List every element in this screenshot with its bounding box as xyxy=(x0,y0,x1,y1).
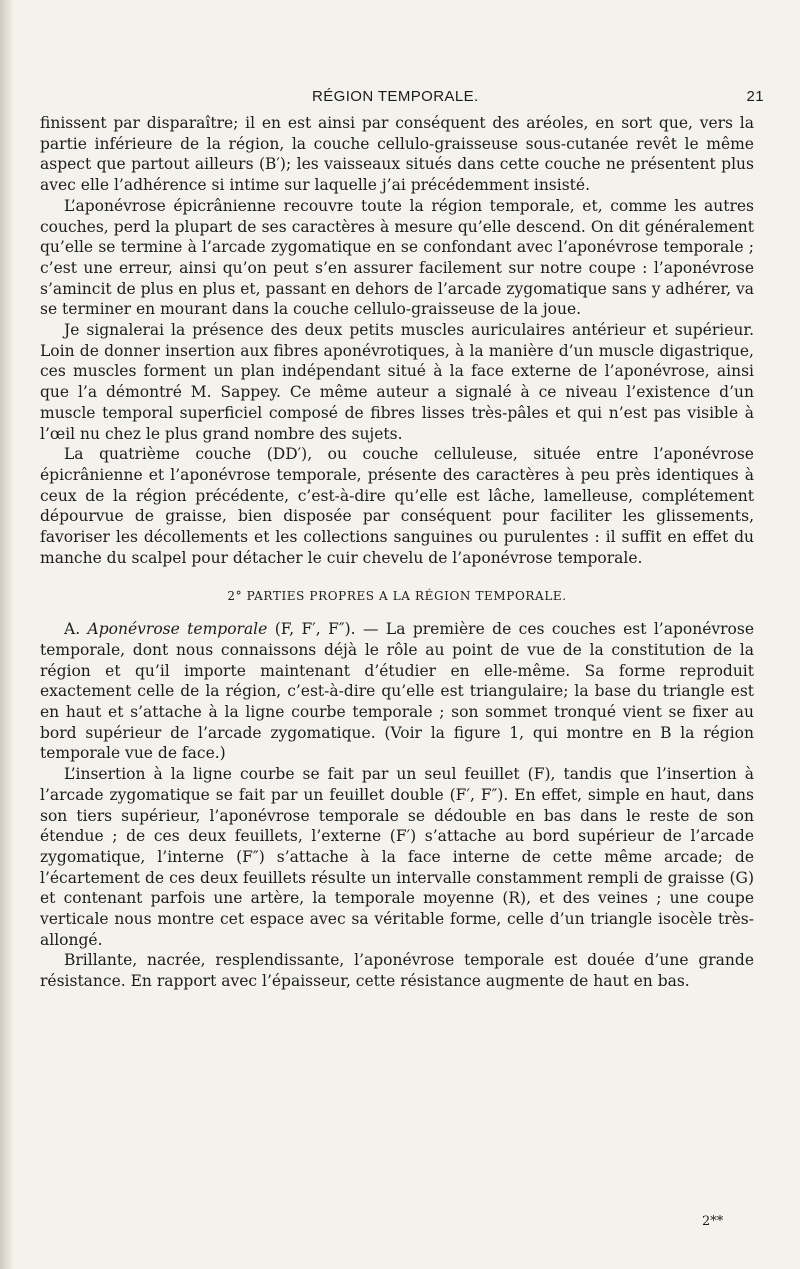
paragraph-4: La quatrième couche (DD′), ou couche celluleuse, située entre l’aponévrose épicrânienne et l’aponévrose temporale, présente des caractères à peu près identiques à ceux de la région précédente, c’est-à-dire qu’elle est lâche, lamelleuse, complétement dépourvue de graisse, bien disposée par conséquent pour faciliter les glissements, favoriser les décollements et les collections sanguines ou purulentes : il suffit en effet du manche du scalpel pour détacher le cuir chevelu de l’aponévrose temporale. xyxy=(40,445,754,567)
body-text xyxy=(40,113,754,992)
section-title: 2° PARTIES PROPRES A LA RÉGION TEMPORALE. xyxy=(227,589,567,604)
paragraph-3: Je signalerai la présence des deux petits muscles auriculaires antérieur et supérieur. Loin de donner insertion aux fibres aponévrotiques, à la manière d’un muscle digastrique, ces muscles forment un plan indépendant situé à la face externe de l’aponévrose, ainsi que l’a démontré M. Sappey. Ce même auteur a signalé à ce niveau l’existence d’un muscle temporal superficiel composé de fibres lisses très-pâles et qui n’est pas visible à l’œil nu chez le plus grand nombre des sujets. xyxy=(40,321,754,443)
paragraph-5-text: (F, F′, F″). — La première de ces couches est l’aponévrose temporale, dont nous connaissons déjà le rôle au point de vue de la constitution de la région et qu’il importe maintenant d’étudier en elle-même. Sa forme reproduit exactement celle de la région, c’est-à-dire qu’elle est triangulaire; la base du triangle est en haut et s’attache à la ligne courbe temporale ; son sommet tronqué vient se fixer au bord supérieur de l’arcade zygomatique. (Voir la figure 1, qui montre en B la région temporale vue de face.) xyxy=(40,620,755,763)
paragraph-6: L’insertion à la ligne courbe se fait par un seul feuillet (F), tandis que l’insertion à l’arcade zygomatique se fait par un feuillet double (F′, F″). En effet, simple en haut, dans son tiers supérieur, l’aponévrose temporale se dédouble en bas dans le reste de son étendue ; de ces deux feuillets, l’externe (F′) s’attache au bord supérieur de l’arcade zygomatique, l’interne (F″) s’attache à la face interne de cette même arcade; de l’écartement de ces deux feuillets résulte un intervalle constamment rempli de graisse (G) et contenant parfois une artère, la temporale moyenne (R), et des veines ; une coupe verticale nous montre cet espace avec sa véritable forme, celle d’un triangle isocèle très-allongé. xyxy=(40,765,754,949)
paragraph-1: finissent par disparaître; il en est ainsi par conséquent des aréoles, en sort que, vers la partie inférieure de la région, la couche cellulo-graisseuse sous-cutanée revêt le même aspect que partout ailleurs (B′); les vaisseaux situés dans cette couche ne présentent plus avec elle l’adhérence si intime sur laquelle j’ai précédemment insisté. xyxy=(40,114,754,195)
page-header xyxy=(0,88,800,110)
paragraph-7: Brillante, nacrée, resplendissante, l’aponévrose temporale est douée d’une grande résistance. En rapport avec l’épaisseur, cette résistance augmente de haut en bas. xyxy=(40,951,754,991)
running-title: RÉGION TEMPORALE. xyxy=(312,88,479,105)
paragraph-5-term: Aponévrose temporale xyxy=(87,620,268,639)
page-number: 21 xyxy=(746,88,764,105)
signature-mark: 2** xyxy=(702,1214,724,1229)
page-binding-shadow xyxy=(0,0,14,1269)
paragraph-2: L’aponévrose épicrânienne recouvre toute la région temporale, et, comme les autres couches, perd la plupart de ses caractères à mesure qu’elle descend. On dit généralement qu’elle se termine à l’arcade zygomatique en se confondant avec l’aponévrose temporale ; c’est une erreur, ainsi qu’on peut s’en assurer facilement sur notre coupe : l’aponévrose s’amincit de plus en plus et, passant en dehors de l’arcade zygomatique sans y adhérer, va se terminer en mourant dans la couche cellulo-graisseuse de la joue. xyxy=(40,196,754,319)
paragraph-5 xyxy=(40,619,754,764)
paragraph-5-label: A. xyxy=(64,620,81,639)
